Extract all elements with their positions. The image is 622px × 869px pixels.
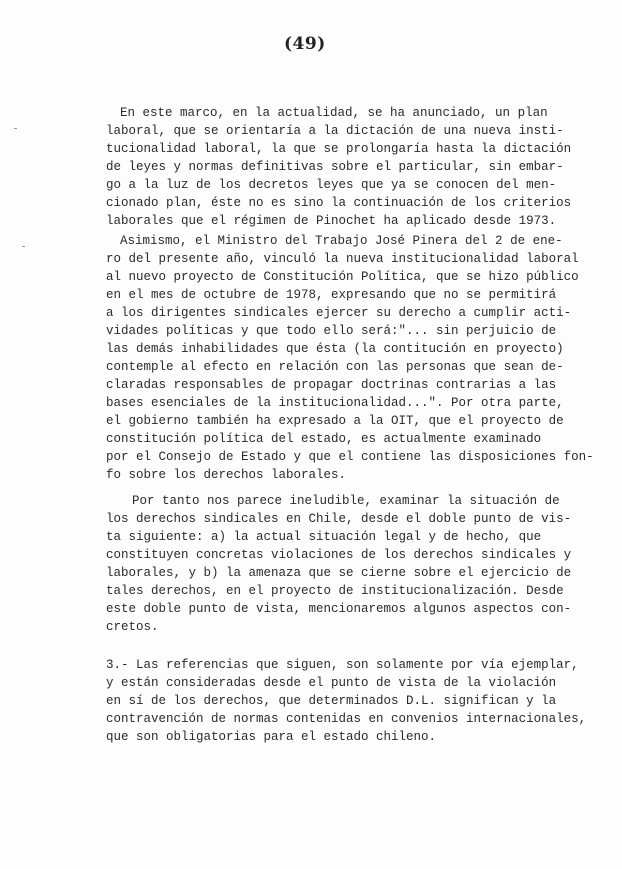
text-line: tucionalidad laboral, la que se prolongaría hasta la dictación bbox=[106, 142, 572, 156]
text-line: Por tanto nos parece ineludible, examinar la situación de bbox=[132, 494, 560, 508]
text-line: En este marco, en la actualidad, se ha anunciado, un plan bbox=[120, 106, 548, 120]
text-line: en el mes de octubre de 1978, expresando que no se permitirá bbox=[106, 288, 557, 302]
text-line: tales derechos, en el proyecto de institucionalización. Desde bbox=[106, 584, 564, 598]
text-line: el gobierno también ha expresado a la OIT, que el proyecto de bbox=[106, 414, 564, 428]
text-line: que son obligatorias para el estado chileno. bbox=[106, 730, 437, 744]
text-line: 3.- Las referencias que siguen, son solamente por vía ejemplar, bbox=[106, 658, 579, 672]
text-line: los derechos sindicales en Chile, desde el doble punto de vis- bbox=[106, 512, 572, 526]
text-line: este doble punto de vista, mencionaremos algunos aspectos con- bbox=[106, 602, 572, 616]
text-line: contemple al efecto en relación con las personas que sean de- bbox=[106, 360, 564, 374]
text-line: Asimismo, el Ministro del Trabajo José Pinera del 2 de ene- bbox=[120, 234, 563, 248]
page-number: (49) bbox=[284, 34, 326, 54]
text-line: al nuevo proyecto de Constitución Política, que se hizo público bbox=[106, 270, 579, 284]
text-line: de leyes y normas definitivas sobre el particular, sin embar- bbox=[106, 160, 564, 174]
text-line: laborales que el régimen de Pinochet ha aplicado desde 1973. bbox=[106, 214, 557, 228]
text-line: a los dirigentes sindicales ejercer su derecho a cumplir acti- bbox=[106, 306, 572, 320]
text-line: ro del presente año, vinculó la nueva institucionalidad laboral bbox=[106, 252, 579, 266]
text-line: cionado plan, éste no es sino la continuación de los criterios bbox=[106, 196, 572, 210]
text-line: y están consideradas desde el punto de vista de la violación bbox=[106, 676, 557, 690]
text-line: vidades políticas y que todo ello será:"... sin perjuicio de bbox=[106, 324, 557, 338]
text-line: laboral, que se orientaría a la dictación de una nueva insti- bbox=[106, 124, 564, 138]
text-line: claradas responsables de propagar doctrinas contrarias a las bbox=[106, 378, 557, 392]
text-line: cretos. bbox=[106, 620, 159, 634]
text-line: fo sobre los derechos laborales. bbox=[106, 468, 347, 482]
text-line: bases esenciales de la institucionalidad...". Por otra parte, bbox=[106, 396, 564, 410]
text-line: laborales, y b) la amenaza que se cierne sobre el ejercicio de bbox=[106, 566, 572, 580]
text-line: en sí de los derechos, que determinados D.L. significan y la bbox=[106, 694, 557, 708]
text-line: contravención de normas contenidas en convenios internacionales, bbox=[106, 712, 587, 726]
text-line: las demás inhabilidades que ésta (la contitución en proyecto) bbox=[106, 342, 564, 356]
text-line: go a la luz de los decretos leyes que ya se conocen del men- bbox=[106, 178, 557, 192]
text-line: ta siguiente: a) la actual situación legal y de hecho, que bbox=[106, 530, 542, 544]
text-line: constitución política del estado, es actualmente examinado bbox=[106, 432, 542, 446]
text-line: constituyen concretas violaciones de los derechos sindicales y bbox=[106, 548, 572, 562]
text-line: por el Consejo de Estado y que el contiene las disposiciones fon- bbox=[106, 450, 594, 464]
